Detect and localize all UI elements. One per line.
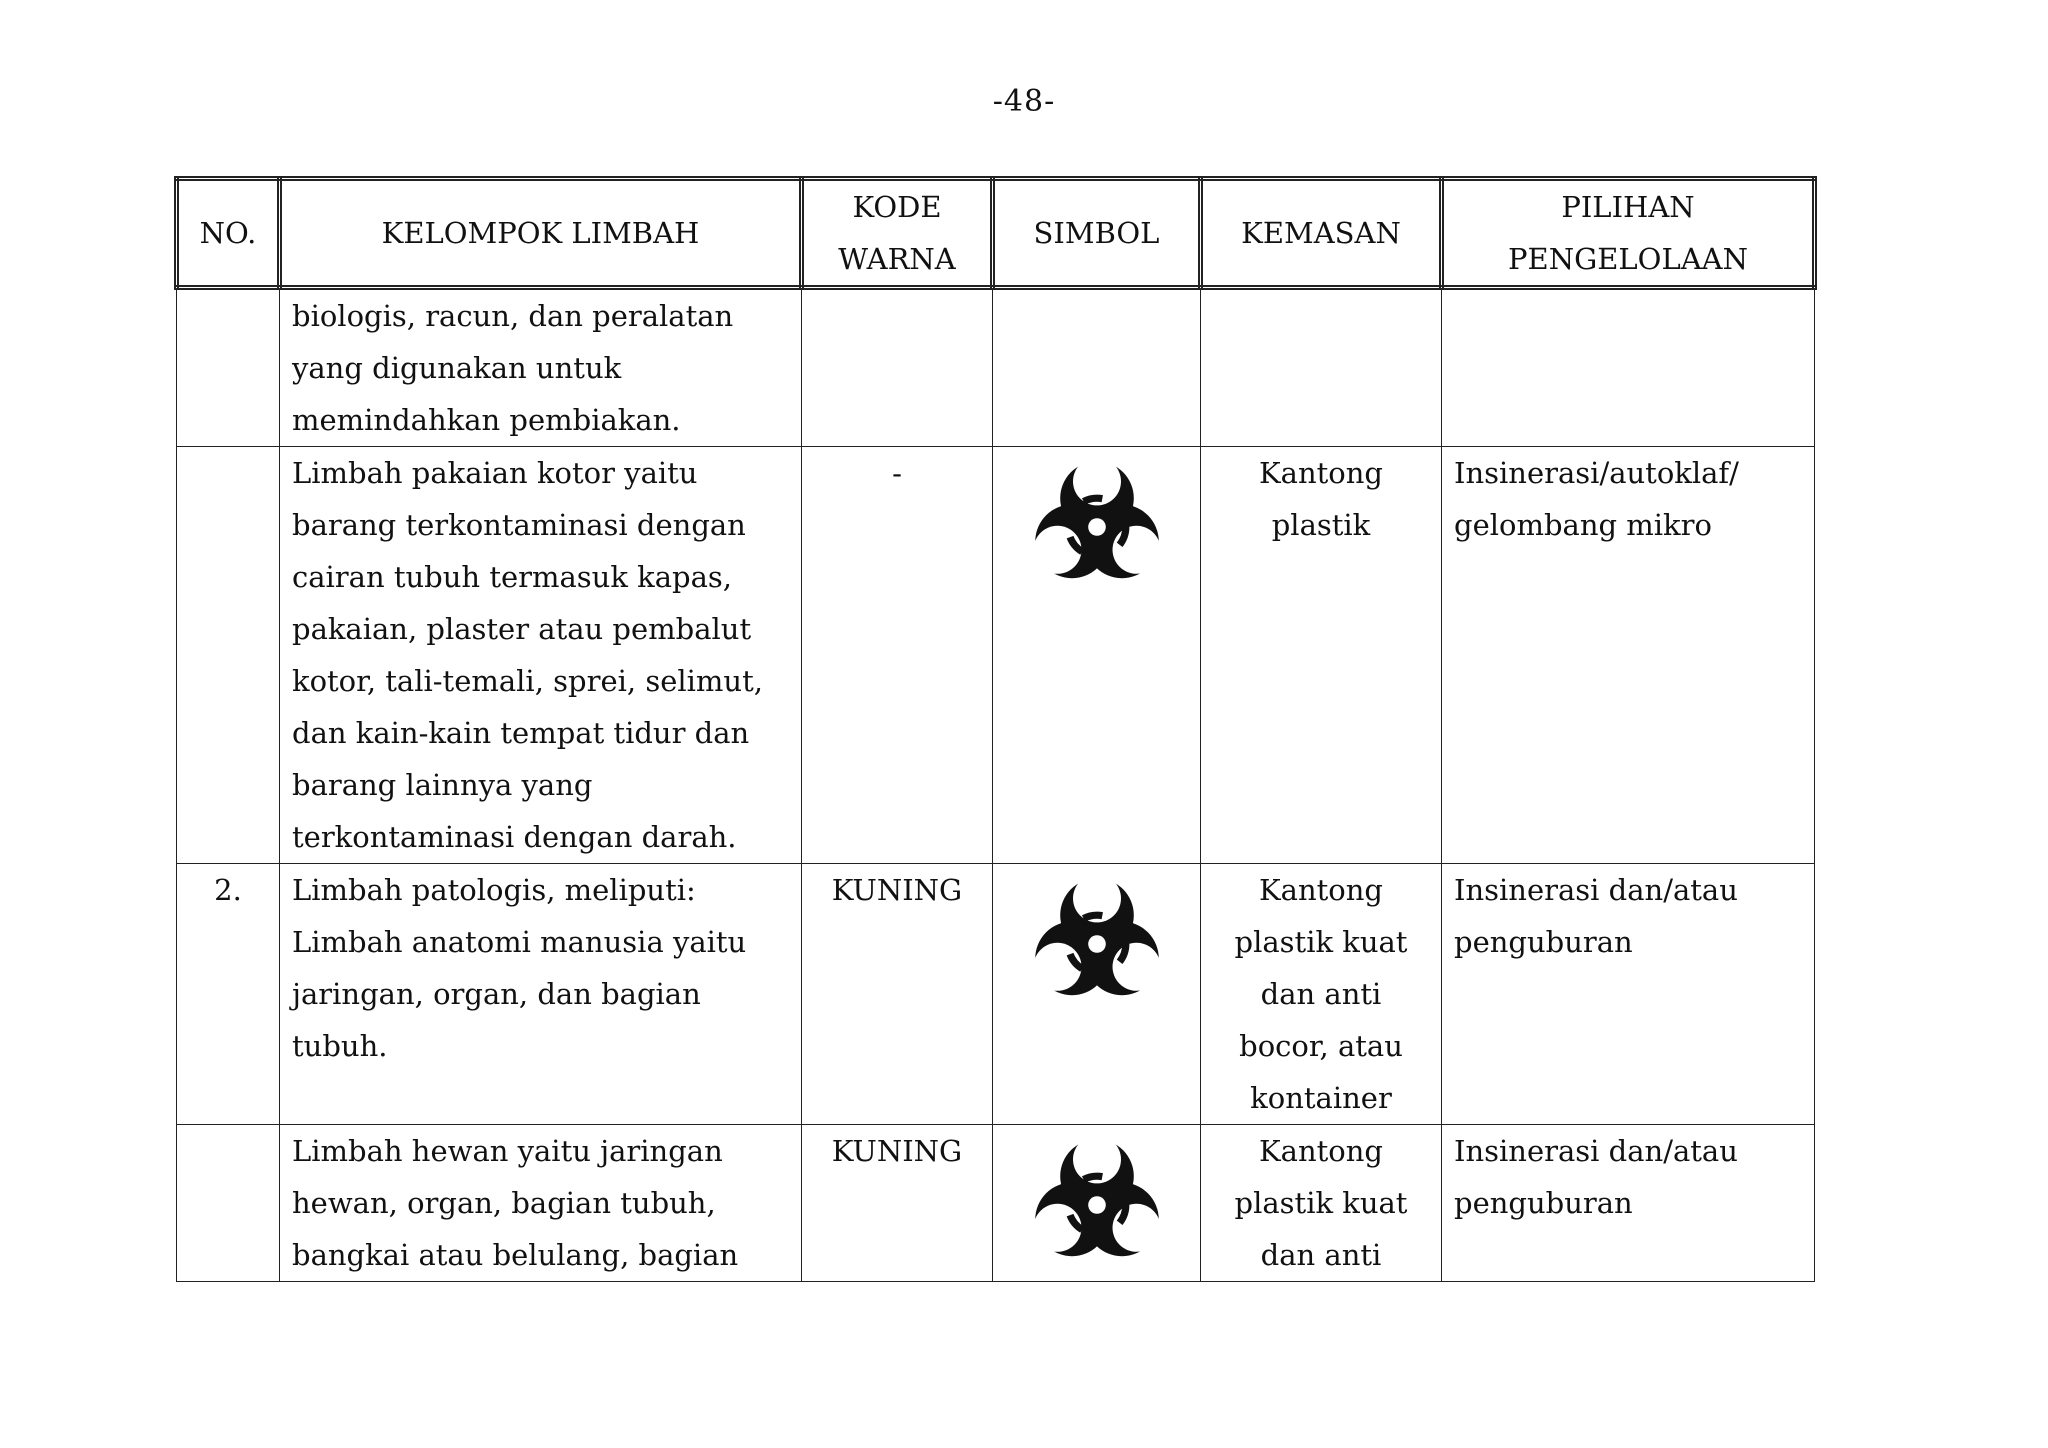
cell-packaging: Kantong plastik kuat dan anti (1201, 1125, 1442, 1282)
table-body (177, 288, 1815, 1282)
header-color-code: KODE WARNA (802, 179, 993, 288)
cell-no (177, 288, 280, 447)
table-row (177, 864, 1815, 1125)
cell-packaging (1201, 288, 1442, 447)
biohazard-icon (1017, 864, 1177, 1004)
cell-packaging: Kantong plastik kuat dan anti bocor, atau kontainer (1201, 864, 1442, 1125)
cell-color-code: - (802, 447, 993, 864)
cell-management: Insinerasi dan/atau penguburan (1442, 1125, 1815, 1282)
cell-symbol (993, 447, 1201, 864)
cell-color-code (802, 288, 993, 447)
cell-no: 2. (177, 864, 280, 1125)
waste-classification-table (174, 176, 1817, 1282)
cell-management: Insinerasi/autoklaf/ gelombang mikro (1442, 447, 1815, 864)
cell-management: Insinerasi dan/atau penguburan (1442, 864, 1815, 1125)
cell-color-code: KUNING (802, 1125, 993, 1282)
cell-no (177, 1125, 280, 1282)
cell-no (177, 447, 280, 864)
page-number: -48- (992, 84, 1056, 119)
table-header (177, 179, 1815, 288)
cell-management (1442, 288, 1815, 447)
biohazard-icon (1017, 1125, 1177, 1265)
cell-waste-group: Limbah patologis, meliputi: Limbah anatomi manusia yaitu jaringan, organ, dan bagian tubuh. (280, 864, 802, 1125)
cell-symbol (993, 1125, 1201, 1282)
header-symbol: SIMBOL (993, 179, 1201, 288)
cell-packaging: Kantong plastik (1201, 447, 1442, 864)
header-waste-group: KELOMPOK LIMBAH (280, 179, 802, 288)
header-row (177, 179, 1815, 288)
table-row (177, 288, 1815, 447)
table-row (177, 1125, 1815, 1282)
cell-color-code: KUNING (802, 864, 993, 1125)
header-packaging: KEMASAN (1201, 179, 1442, 288)
biohazard-icon (1017, 447, 1177, 587)
cell-symbol (993, 864, 1201, 1125)
cell-symbol (993, 288, 1201, 447)
table-row (177, 447, 1815, 864)
header-no: NO. (177, 179, 280, 288)
header-management: PILIHAN PENGELOLAAN (1442, 179, 1815, 288)
cell-waste-group: Limbah hewan yaitu jaringan hewan, organ, bagian tubuh, bangkai atau belulang, bagian (280, 1125, 802, 1282)
cell-waste-group: Limbah pakaian kotor yaitu barang terkontaminasi dengan cairan tubuh termasuk kapas, pakaian, plaster atau pembalut kotor, tali-temali, sprei, selimut, dan kain-kain tempat tidur dan barang lainnya yang terkontaminasi dengan darah. (280, 447, 802, 864)
cell-waste-group: biologis, racun, dan peralatan yang digunakan untuk memindahkan pembiakan. (280, 288, 802, 447)
